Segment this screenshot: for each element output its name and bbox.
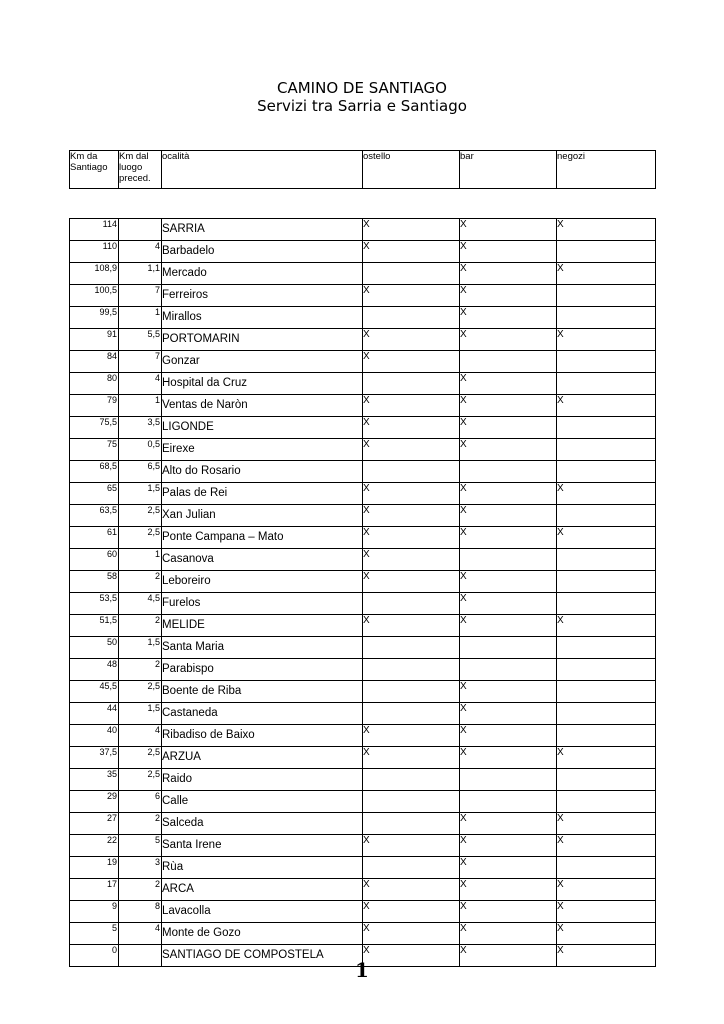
cell-hostel xyxy=(363,769,460,791)
cell-place: ARZUA xyxy=(162,747,363,769)
cell-hostel xyxy=(363,637,460,659)
cell-km-previous: 2,5 xyxy=(119,769,162,791)
cell-bar: X xyxy=(460,879,557,901)
cell-km-previous: 1 xyxy=(119,549,162,571)
cell-shops: X xyxy=(557,813,656,835)
cell-bar: X xyxy=(460,373,557,395)
cell-bar: X xyxy=(460,945,557,967)
cell-place: SANTIAGO DE COMPOSTELA xyxy=(162,945,363,967)
cell-shops xyxy=(557,791,656,813)
services-table xyxy=(69,218,656,967)
page-number: 1 xyxy=(355,958,369,982)
cell-km-previous: 8 xyxy=(119,901,162,923)
cell-place: Alto do Rosario xyxy=(162,461,363,483)
cell-km-santiago: 75,5 xyxy=(70,417,119,439)
cell-km-previous: 5 xyxy=(119,835,162,857)
cell-km-santiago: 60 xyxy=(70,549,119,571)
cell-hostel: X xyxy=(363,219,460,241)
cell-km-previous: 2 xyxy=(119,813,162,835)
cell-km-santiago: 99,5 xyxy=(70,307,119,329)
cell-hostel: X xyxy=(363,395,460,417)
table-row xyxy=(70,615,656,637)
table-row xyxy=(70,769,656,791)
cell-place: Parabispo xyxy=(162,659,363,681)
cell-shops xyxy=(557,593,656,615)
cell-shops xyxy=(557,681,656,703)
cell-hostel xyxy=(363,263,460,285)
cell-km-previous: 2 xyxy=(119,879,162,901)
cell-km-santiago: 0 xyxy=(70,945,119,967)
cell-hostel: X xyxy=(363,571,460,593)
cell-hostel: X xyxy=(363,747,460,769)
cell-hostel: X xyxy=(363,285,460,307)
table-row xyxy=(70,461,656,483)
cell-place: Gonzar xyxy=(162,351,363,373)
cell-km-previous: 2,5 xyxy=(119,527,162,549)
cell-shops xyxy=(557,637,656,659)
cell-hostel xyxy=(363,857,460,879)
cell-km-previous: 2,5 xyxy=(119,747,162,769)
cell-km-previous: 3,5 xyxy=(119,417,162,439)
cell-km-previous: 7 xyxy=(119,285,162,307)
header-km-previous: Km dal luogo preced. xyxy=(119,151,162,189)
cell-shops: X xyxy=(557,263,656,285)
cell-bar: X xyxy=(460,747,557,769)
cell-bar: X xyxy=(460,571,557,593)
cell-place: Mirallos xyxy=(162,307,363,329)
table-row xyxy=(70,307,656,329)
cell-shops xyxy=(557,857,656,879)
table-row xyxy=(70,549,656,571)
cell-place: Boente de Riba xyxy=(162,681,363,703)
cell-shops: X xyxy=(557,945,656,967)
cell-hostel: X xyxy=(363,439,460,461)
cell-bar: X xyxy=(460,439,557,461)
cell-hostel: X xyxy=(363,241,460,263)
cell-km-santiago: 61 xyxy=(70,527,119,549)
cell-place: Leboreiro xyxy=(162,571,363,593)
cell-hostel xyxy=(363,373,460,395)
cell-place: Calle xyxy=(162,791,363,813)
cell-bar: X xyxy=(460,527,557,549)
cell-place: Santa Irene xyxy=(162,835,363,857)
cell-shops xyxy=(557,571,656,593)
cell-shops xyxy=(557,373,656,395)
cell-place: Furelos xyxy=(162,593,363,615)
cell-km-santiago: 100,5 xyxy=(70,285,119,307)
table-row xyxy=(70,241,656,263)
cell-bar xyxy=(460,351,557,373)
cell-km-previous xyxy=(119,219,162,241)
cell-place: Castaneda xyxy=(162,703,363,725)
cell-bar: X xyxy=(460,307,557,329)
table-row xyxy=(70,263,656,285)
table-row xyxy=(70,835,656,857)
cell-shops: X xyxy=(557,901,656,923)
cell-bar: X xyxy=(460,615,557,637)
cell-hostel xyxy=(363,703,460,725)
cell-shops xyxy=(557,241,656,263)
table-row xyxy=(70,857,656,879)
cell-km-santiago: 17 xyxy=(70,879,119,901)
cell-km-previous: 3 xyxy=(119,857,162,879)
cell-bar: X xyxy=(460,857,557,879)
cell-place: Ventas de Naròn xyxy=(162,395,363,417)
cell-hostel xyxy=(363,593,460,615)
cell-place: Salceda xyxy=(162,813,363,835)
cell-km-santiago: 63,5 xyxy=(70,505,119,527)
cell-bar: X xyxy=(460,703,557,725)
cell-place: LIGONDE xyxy=(162,417,363,439)
cell-hostel xyxy=(363,659,460,681)
cell-bar: X xyxy=(460,725,557,747)
cell-bar: X xyxy=(460,263,557,285)
cell-bar: X xyxy=(460,593,557,615)
table-row xyxy=(70,483,656,505)
table-row xyxy=(70,681,656,703)
table-row xyxy=(70,329,656,351)
cell-km-previous: 7 xyxy=(119,351,162,373)
cell-place: Hospital da Cruz xyxy=(162,373,363,395)
cell-km-santiago: 53,5 xyxy=(70,593,119,615)
cell-km-previous: 1,5 xyxy=(119,703,162,725)
cell-km-santiago: 75 xyxy=(70,439,119,461)
cell-km-previous: 5,5 xyxy=(119,329,162,351)
cell-bar: X xyxy=(460,483,557,505)
cell-shops: X xyxy=(557,747,656,769)
cell-place: Raido xyxy=(162,769,363,791)
header-table xyxy=(69,150,656,189)
cell-shops: X xyxy=(557,483,656,505)
cell-km-previous: 4 xyxy=(119,241,162,263)
cell-place: Barbadelo xyxy=(162,241,363,263)
header-row xyxy=(70,151,656,189)
cell-shops xyxy=(557,461,656,483)
cell-bar: X xyxy=(460,219,557,241)
cell-km-santiago: 91 xyxy=(70,329,119,351)
cell-shops: X xyxy=(557,527,656,549)
cell-bar: X xyxy=(460,285,557,307)
header-hostel: ostello xyxy=(363,151,460,189)
table-row xyxy=(70,571,656,593)
cell-shops xyxy=(557,417,656,439)
table-row xyxy=(70,395,656,417)
cell-place: Santa Maria xyxy=(162,637,363,659)
cell-km-santiago: 51,5 xyxy=(70,615,119,637)
cell-shops: X xyxy=(557,879,656,901)
cell-km-previous: 2 xyxy=(119,659,162,681)
table-row xyxy=(70,923,656,945)
cell-hostel: X xyxy=(363,483,460,505)
cell-place: ARCA xyxy=(162,879,363,901)
document-subtitle: Servizi tra Sarria e Santiago xyxy=(257,97,467,115)
header-km-santiago: Km da Santiago xyxy=(70,151,119,189)
cell-km-santiago: 114 xyxy=(70,219,119,241)
cell-km-previous: 1,5 xyxy=(119,637,162,659)
cell-km-previous: 4 xyxy=(119,923,162,945)
table-row xyxy=(70,879,656,901)
cell-hostel: X xyxy=(363,417,460,439)
cell-shops xyxy=(557,703,656,725)
cell-hostel: X xyxy=(363,725,460,747)
document-title: CAMINO DE SANTIAGO xyxy=(277,79,447,97)
cell-hostel: X xyxy=(363,351,460,373)
cell-km-santiago: 9 xyxy=(70,901,119,923)
cell-shops xyxy=(557,769,656,791)
cell-km-santiago: 44 xyxy=(70,703,119,725)
cell-shops xyxy=(557,351,656,373)
cell-shops xyxy=(557,307,656,329)
cell-shops xyxy=(557,725,656,747)
cell-shops: X xyxy=(557,329,656,351)
cell-place: Casanova xyxy=(162,549,363,571)
cell-shops: X xyxy=(557,615,656,637)
cell-bar: X xyxy=(460,813,557,835)
cell-hostel: X xyxy=(363,835,460,857)
cell-bar xyxy=(460,549,557,571)
cell-bar xyxy=(460,769,557,791)
header-bar: bar xyxy=(460,151,557,189)
cell-km-previous: 4 xyxy=(119,373,162,395)
cell-km-previous: 4 xyxy=(119,725,162,747)
cell-bar: X xyxy=(460,395,557,417)
table-row xyxy=(70,901,656,923)
cell-hostel xyxy=(363,461,460,483)
cell-place: PORTOMARIN xyxy=(162,329,363,351)
cell-hostel xyxy=(363,791,460,813)
table-row xyxy=(70,373,656,395)
cell-place: Palas de Rei xyxy=(162,483,363,505)
cell-hostel: X xyxy=(363,527,460,549)
cell-shops: X xyxy=(557,219,656,241)
cell-hostel: X xyxy=(363,879,460,901)
cell-hostel xyxy=(363,681,460,703)
cell-km-santiago: 5 xyxy=(70,923,119,945)
cell-bar: X xyxy=(460,417,557,439)
cell-km-santiago: 108,9 xyxy=(70,263,119,285)
cell-hostel: X xyxy=(363,945,460,967)
cell-shops: X xyxy=(557,923,656,945)
cell-km-santiago: 68,5 xyxy=(70,461,119,483)
cell-bar: X xyxy=(460,901,557,923)
cell-shops: X xyxy=(557,835,656,857)
cell-hostel: X xyxy=(363,615,460,637)
cell-hostel xyxy=(363,813,460,835)
cell-km-previous: 6 xyxy=(119,791,162,813)
table-row xyxy=(70,747,656,769)
cell-place: Mercado xyxy=(162,263,363,285)
cell-km-previous: 0,5 xyxy=(119,439,162,461)
cell-km-previous: 1,5 xyxy=(119,483,162,505)
cell-hostel xyxy=(363,307,460,329)
cell-km-santiago: 110 xyxy=(70,241,119,263)
table-row xyxy=(70,285,656,307)
cell-hostel: X xyxy=(363,901,460,923)
cell-km-santiago: 65 xyxy=(70,483,119,505)
table-row xyxy=(70,637,656,659)
cell-place: Lavacolla xyxy=(162,901,363,923)
header-shops: negozi xyxy=(557,151,656,189)
cell-place: Ribadiso de Baixo xyxy=(162,725,363,747)
cell-km-previous: 2,5 xyxy=(119,681,162,703)
cell-bar: X xyxy=(460,505,557,527)
cell-hostel: X xyxy=(363,329,460,351)
cell-km-santiago: 48 xyxy=(70,659,119,681)
cell-shops xyxy=(557,285,656,307)
cell-place: Ponte Campana – Mato xyxy=(162,527,363,549)
cell-km-santiago: 27 xyxy=(70,813,119,835)
cell-km-santiago: 19 xyxy=(70,857,119,879)
cell-place: Eirexe xyxy=(162,439,363,461)
header-place: ocalità xyxy=(162,151,363,189)
table-row xyxy=(70,725,656,747)
table-row xyxy=(70,813,656,835)
cell-bar: X xyxy=(460,923,557,945)
cell-km-santiago: 40 xyxy=(70,725,119,747)
cell-km-previous: 2,5 xyxy=(119,505,162,527)
cell-km-santiago: 29 xyxy=(70,791,119,813)
cell-km-previous: 2 xyxy=(119,615,162,637)
cell-hostel: X xyxy=(363,923,460,945)
cell-km-santiago: 79 xyxy=(70,395,119,417)
table-row xyxy=(70,593,656,615)
cell-km-santiago: 50 xyxy=(70,637,119,659)
cell-shops xyxy=(557,439,656,461)
cell-bar: X xyxy=(460,835,557,857)
table-row xyxy=(70,659,656,681)
table-row xyxy=(70,351,656,373)
cell-km-santiago: 80 xyxy=(70,373,119,395)
cell-shops xyxy=(557,659,656,681)
table-row xyxy=(70,791,656,813)
cell-bar xyxy=(460,659,557,681)
table-row xyxy=(70,439,656,461)
table-row xyxy=(70,527,656,549)
cell-hostel: X xyxy=(363,549,460,571)
cell-place: Ferreiros xyxy=(162,285,363,307)
cell-place: SARRIA xyxy=(162,219,363,241)
cell-bar: X xyxy=(460,241,557,263)
cell-km-previous: 1,1 xyxy=(119,263,162,285)
table-row xyxy=(70,219,656,241)
cell-hostel: X xyxy=(363,505,460,527)
cell-km-santiago: 35 xyxy=(70,769,119,791)
cell-bar xyxy=(460,461,557,483)
table-row xyxy=(70,505,656,527)
cell-km-santiago: 22 xyxy=(70,835,119,857)
cell-place: Xan Julian xyxy=(162,505,363,527)
table-row xyxy=(70,417,656,439)
cell-km-santiago: 37,5 xyxy=(70,747,119,769)
cell-shops xyxy=(557,549,656,571)
cell-place: MELIDE xyxy=(162,615,363,637)
cell-km-santiago: 45,5 xyxy=(70,681,119,703)
cell-place: Monte de Gozo xyxy=(162,923,363,945)
cell-km-previous: 2 xyxy=(119,571,162,593)
cell-km-previous: 1 xyxy=(119,307,162,329)
cell-bar: X xyxy=(460,681,557,703)
cell-km-previous: 6,5 xyxy=(119,461,162,483)
cell-km-previous: 1 xyxy=(119,395,162,417)
cell-bar xyxy=(460,637,557,659)
cell-shops xyxy=(557,505,656,527)
cell-bar: X xyxy=(460,329,557,351)
cell-km-previous: 4,5 xyxy=(119,593,162,615)
cell-shops: X xyxy=(557,395,656,417)
cell-place: Rùa xyxy=(162,857,363,879)
cell-km-santiago: 84 xyxy=(70,351,119,373)
cell-km-santiago: 58 xyxy=(70,571,119,593)
table-row xyxy=(70,703,656,725)
cell-bar xyxy=(460,791,557,813)
